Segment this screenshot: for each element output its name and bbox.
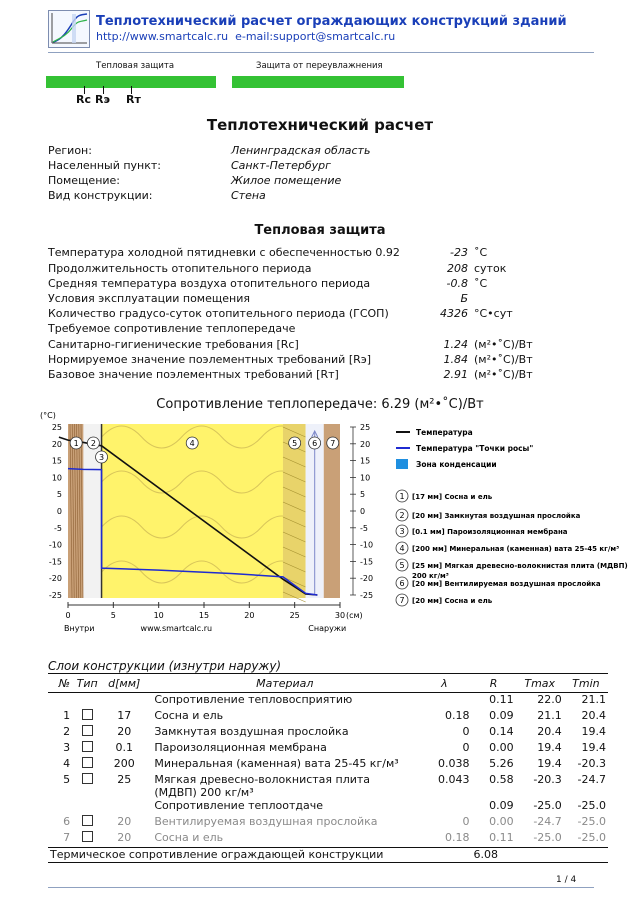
row-material: Сопротивление тепловосприятию	[154, 693, 353, 706]
marker-rt-label: Rт	[126, 93, 141, 106]
row-type-cell	[72, 741, 102, 757]
row-material: Сосна и ель	[154, 709, 224, 722]
row-material: Вентилируемая воздушная прослойка	[154, 815, 378, 828]
section-title: Тепловая защита	[254, 223, 386, 238]
param-value: -0.8	[446, 277, 468, 290]
layer-marker-label: 2	[90, 439, 96, 448]
row-tmax: 21.1	[537, 709, 562, 722]
marker-re-label: Rэ	[95, 93, 110, 106]
param-unit: °C•сут	[474, 307, 513, 320]
row-thickness: 20	[117, 815, 132, 828]
layer-checkbox[interactable]	[82, 725, 93, 736]
row-type-cell	[72, 815, 102, 831]
outside-label: Снаружи	[308, 624, 347, 633]
row-r: 0.11	[489, 693, 514, 706]
row-material: Мягкая древесно-волокнистая плита (МДВП) 200 кг/м³	[154, 773, 371, 799]
table-row	[48, 799, 608, 815]
inside-label: Внутри	[64, 624, 95, 633]
col-header-thickness: d[мм]	[102, 674, 146, 693]
layer-legend-number: 6	[399, 579, 405, 588]
header-contacts	[96, 30, 395, 43]
row-type-cell	[72, 725, 102, 741]
row-thickness: 0.1	[115, 741, 133, 754]
param-value: 208	[447, 262, 468, 275]
row-tmin: 19.4	[581, 725, 606, 738]
info-value: Стена	[231, 189, 266, 202]
info-label: Регион:	[48, 144, 92, 157]
table-row	[48, 815, 608, 831]
total-value: 6.08	[471, 848, 515, 863]
y-tick-label-left: -25	[48, 591, 62, 600]
layer-legend-label: [20 мм] Вентилируемая воздушная прослойка	[412, 580, 601, 588]
row-r: 0.11	[489, 831, 514, 844]
logo	[48, 10, 90, 48]
row-r: 0.09	[489, 799, 514, 812]
layer-marker-label: 7	[330, 439, 336, 448]
layer-checkbox[interactable]	[82, 757, 93, 768]
row-lambda: 0	[462, 741, 470, 754]
x-tick-label: 30	[334, 611, 346, 620]
y-tick-label-right: 20	[360, 439, 371, 449]
param-label: Требуемое сопротивление теплопередаче	[48, 322, 296, 335]
layer-marker-label: 5	[292, 439, 298, 448]
y-unit-label: (°C)	[40, 411, 56, 420]
thermal-protection-label: Тепловая защита	[96, 61, 175, 71]
param-label: Продолжительность отопительного периода	[48, 262, 312, 275]
param-value: 4326	[440, 307, 468, 320]
wall-diagram	[40, 410, 628, 638]
row-material: Сопротивление теплоотдаче	[154, 799, 323, 812]
layer-legend-number: 7	[399, 596, 405, 605]
y-tick-label-left: -10	[48, 540, 62, 550]
row-number: 6	[63, 815, 71, 828]
param-unit: ˚C	[474, 246, 488, 259]
row-material: Минеральная (каменная) вата 25-45 кг/м³	[154, 757, 399, 770]
param-label: Количество градусо-суток отопительного периода (ГСОП)	[48, 307, 389, 320]
y-tick-label-right: 10	[360, 473, 371, 483]
col-header-r: R	[471, 674, 515, 693]
y-tick-label-left: 0	[56, 507, 62, 516]
site-link[interactable]: http://www.smartcalc.ru	[96, 30, 229, 43]
legend-swatch	[396, 459, 408, 469]
layer-marker-label: 1	[73, 439, 79, 448]
y-tick-label-right: 15	[360, 456, 371, 466]
y-tick-label-right: -15	[360, 557, 374, 567]
table-row	[48, 831, 608, 848]
info-label: Помещение:	[48, 174, 121, 187]
row-lambda: 0	[462, 725, 470, 738]
layer-air-gap	[83, 424, 101, 598]
x-tick-label: 5	[110, 611, 116, 620]
x-tick-label: 0	[65, 611, 71, 620]
row-tmax: 19.4	[537, 741, 562, 754]
row-tmin: 19.4	[581, 741, 606, 754]
total-label: Термическое сопротивление ограждающей конструкции	[48, 848, 471, 863]
header-divider	[48, 52, 594, 53]
x-tick-label: 10	[153, 611, 164, 620]
info-value: Ленинградская область	[231, 144, 371, 157]
layer-legend-label: [20 мм] Сосна и ель	[412, 597, 493, 605]
layer-checkbox[interactable]	[82, 709, 93, 720]
x-tick-label: 25	[289, 611, 300, 620]
legend-label: Температура "Точки росы"	[416, 444, 534, 453]
y-tick-label-left: -5	[54, 523, 62, 533]
row-lambda	[417, 693, 471, 710]
layer-legend-number: 2	[399, 511, 405, 520]
row-type-cell	[72, 757, 102, 773]
row-thickness: 20	[117, 725, 132, 738]
layers-body	[48, 693, 608, 848]
row-material: Сосна и ель	[154, 831, 224, 844]
row-thickness: 25	[117, 773, 132, 786]
info-value: Жилое помещение	[231, 174, 342, 187]
info-label: Населенный пункт:	[48, 159, 161, 172]
param-unit: суток	[474, 262, 507, 275]
param-label: Базовое значение поэлементных требований [Rт]	[48, 368, 339, 381]
footer-divider	[48, 887, 594, 888]
row-tmax: -25.0	[533, 799, 562, 812]
row-tmax: 22.0	[537, 693, 562, 706]
row-r: 0.00	[489, 741, 514, 754]
row-type-cell	[72, 831, 102, 848]
row-type-cell	[72, 773, 102, 799]
row-tmax: -20.3	[533, 773, 562, 786]
col-header-number: №	[48, 674, 72, 693]
header-title: Теплотехнический расчет ограждающих конструкций зданий	[96, 14, 567, 29]
layer-marker-label: 3	[98, 453, 105, 462]
param-label: Санитарно-гигиенические требования [Rc]	[48, 338, 299, 351]
param-label: Средняя температура воздуха отопительного периода	[48, 277, 371, 290]
row-lambda	[417, 799, 471, 815]
row-r: 5.26	[489, 757, 514, 770]
row-thickness: 200	[113, 757, 135, 770]
y-tick-label-left: -20	[48, 574, 62, 584]
site-watermark-label: www.smartcalc.ru	[140, 624, 213, 633]
col-header-tmin: Tmin	[564, 674, 608, 693]
row-tmax: 19.4	[537, 757, 562, 770]
layer-legend-number: 4	[399, 544, 405, 553]
param-value: 1.24	[443, 338, 468, 351]
row-type-cell	[72, 693, 102, 710]
marker-rc-label: Rc	[76, 93, 91, 106]
row-r: 0.00	[489, 815, 514, 828]
y-tick-label-left: 25	[51, 423, 62, 432]
row-type-cell	[72, 709, 102, 725]
row-tmin: 20.4	[581, 709, 606, 722]
param-label: Нормируемое значение поэлементных требований [Rэ]	[48, 353, 372, 366]
row-number	[48, 693, 72, 710]
layer-wood-outside	[324, 424, 340, 598]
param-unit: (м²•˚C)/Вт	[474, 353, 533, 366]
layer-checkbox[interactable]	[82, 741, 93, 752]
row-number: 5	[63, 773, 71, 786]
param-value: Б	[460, 292, 468, 305]
row-lambda: 0.038	[437, 757, 470, 770]
table-row	[48, 773, 608, 799]
col-header-type: Тип	[72, 674, 102, 693]
table-row	[48, 757, 608, 773]
row-number: 7	[63, 831, 71, 844]
row-material: Пароизоляционная мембрана	[154, 741, 327, 754]
y-tick-label-right: -5	[360, 523, 368, 533]
layer-legend-number: 3	[399, 527, 405, 536]
row-tmin: -20.3	[577, 757, 606, 770]
row-lambda: 0.043	[437, 773, 470, 786]
y-tick-label-left: -15	[48, 557, 62, 567]
layers-table	[48, 673, 608, 863]
row-tmin: -25.0	[577, 815, 606, 828]
row-tmax: 20.4	[537, 725, 562, 738]
row-thickness: 20	[117, 831, 132, 844]
param-value: 2.91	[443, 368, 468, 381]
y-tick-label-right: -20	[360, 574, 374, 584]
layer-marker-label: 6	[312, 439, 318, 448]
moisture-protection-label: Защита от переувлажнения	[256, 61, 383, 71]
layers-caption: Слои конструкции (изнутри наружу)	[48, 659, 282, 673]
info-value: Санкт-Петербург	[231, 159, 331, 172]
page-number: 1 / 4	[556, 875, 577, 885]
row-lambda: 0.18	[444, 709, 470, 722]
row-tmax: -24.7	[533, 815, 562, 828]
row-r: 0.09	[489, 709, 514, 722]
total-row	[48, 848, 608, 863]
y-tick-label-left: 15	[51, 456, 62, 466]
row-lambda: 0	[462, 815, 470, 828]
resistance-title: Сопротивление теплопередаче: 6.29 (м²•˚C)/Вт	[156, 397, 484, 412]
row-tmin: -25.0	[577, 831, 606, 844]
legend-label: Зона конденсации	[416, 460, 497, 469]
col-header-tmax: Tmax	[516, 674, 564, 693]
row-number: 3	[63, 741, 71, 754]
row-tmax: -25.0	[533, 831, 562, 844]
row-number: 4	[63, 757, 71, 770]
table-row	[48, 725, 608, 741]
table-row	[48, 709, 608, 725]
layer-legend-number: 1	[399, 492, 405, 501]
moisture-protection-bar	[232, 76, 404, 88]
row-r: 0.14	[489, 725, 514, 738]
info-label: Вид конструкции:	[48, 189, 153, 202]
layer-legend-label-cont: 200 кг/м³	[412, 572, 449, 580]
layer-legend-label: [25 мм] Мягкая древесно-волокнистая плита (МДВП)	[412, 562, 628, 570]
row-thickness	[102, 693, 146, 710]
row-type-cell	[72, 799, 102, 815]
param-label: Температура холодной пятидневки с обеспеченностью 0.92	[48, 246, 400, 259]
y-tick-label-right: 5	[360, 490, 366, 500]
main-title: Теплотехнический расчет	[206, 116, 434, 134]
row-thickness: 17	[117, 709, 132, 722]
y-tick-label-right: -25	[360, 591, 374, 600]
row-tmin: -24.7	[577, 773, 606, 786]
layer-legend-label: [17 мм] Сосна и ель	[412, 493, 493, 501]
layer-checkbox[interactable]	[82, 773, 93, 784]
layer-legend-label: [20 мм] Замкнутая воздушная прослойка	[412, 512, 581, 520]
layer-marker-label: 4	[189, 439, 195, 448]
email-link[interactable]: e-mail:support@smartcalc.ru	[235, 30, 396, 43]
x-tick-label: 15	[198, 611, 210, 620]
legend-label: Температура	[416, 428, 473, 437]
col-header-material: Материал	[146, 674, 417, 693]
row-number	[48, 799, 72, 815]
param-value: -23	[450, 246, 468, 259]
row-tmin: 21.1	[581, 693, 606, 706]
param-label: Условия эксплуатации помещения	[48, 292, 250, 305]
logo-chart-icon	[48, 10, 90, 48]
layers-header-row	[48, 674, 608, 693]
row-r: 0.58	[489, 773, 514, 786]
y-tick-label-left: 10	[51, 473, 62, 483]
x-tick-label: 20	[244, 611, 255, 620]
x-unit-label: (см)	[346, 611, 363, 620]
layer-legend-label: [0.1 мм] Пароизоляционная мембрана	[412, 528, 568, 536]
y-tick-label-right: 0	[360, 507, 366, 516]
row-number: 1	[63, 709, 71, 722]
row-tmin: -25.0	[577, 799, 606, 812]
y-tick-label-left: 20	[51, 439, 62, 449]
layer-checkbox[interactable]	[82, 831, 93, 842]
layer-legend-label: [200 мм] Минеральная (каменная) вата 25-45 кг/м³	[412, 545, 620, 553]
row-lambda: 0.18	[444, 831, 470, 844]
row-number: 2	[63, 725, 71, 738]
param-unit: (м²•˚C)/Вт	[474, 368, 533, 381]
y-tick-label-right: -10	[360, 540, 374, 550]
table-row	[48, 741, 608, 757]
row-material: Замкнутая воздушная прослойка	[154, 725, 349, 738]
table-row	[48, 693, 608, 710]
layer-legend-number: 5	[399, 561, 405, 570]
layer-checkbox[interactable]	[82, 815, 93, 826]
param-unit: ˚C	[474, 277, 488, 290]
y-tick-label-right: 25	[360, 423, 371, 432]
param-unit: (м²•˚C)/Вт	[474, 338, 533, 351]
layer-fiberboard	[283, 424, 306, 598]
y-tick-label-left: 5	[56, 490, 62, 500]
param-value: 1.84	[443, 353, 468, 366]
row-thickness	[102, 799, 146, 815]
col-header-lambda: λ	[417, 674, 471, 693]
